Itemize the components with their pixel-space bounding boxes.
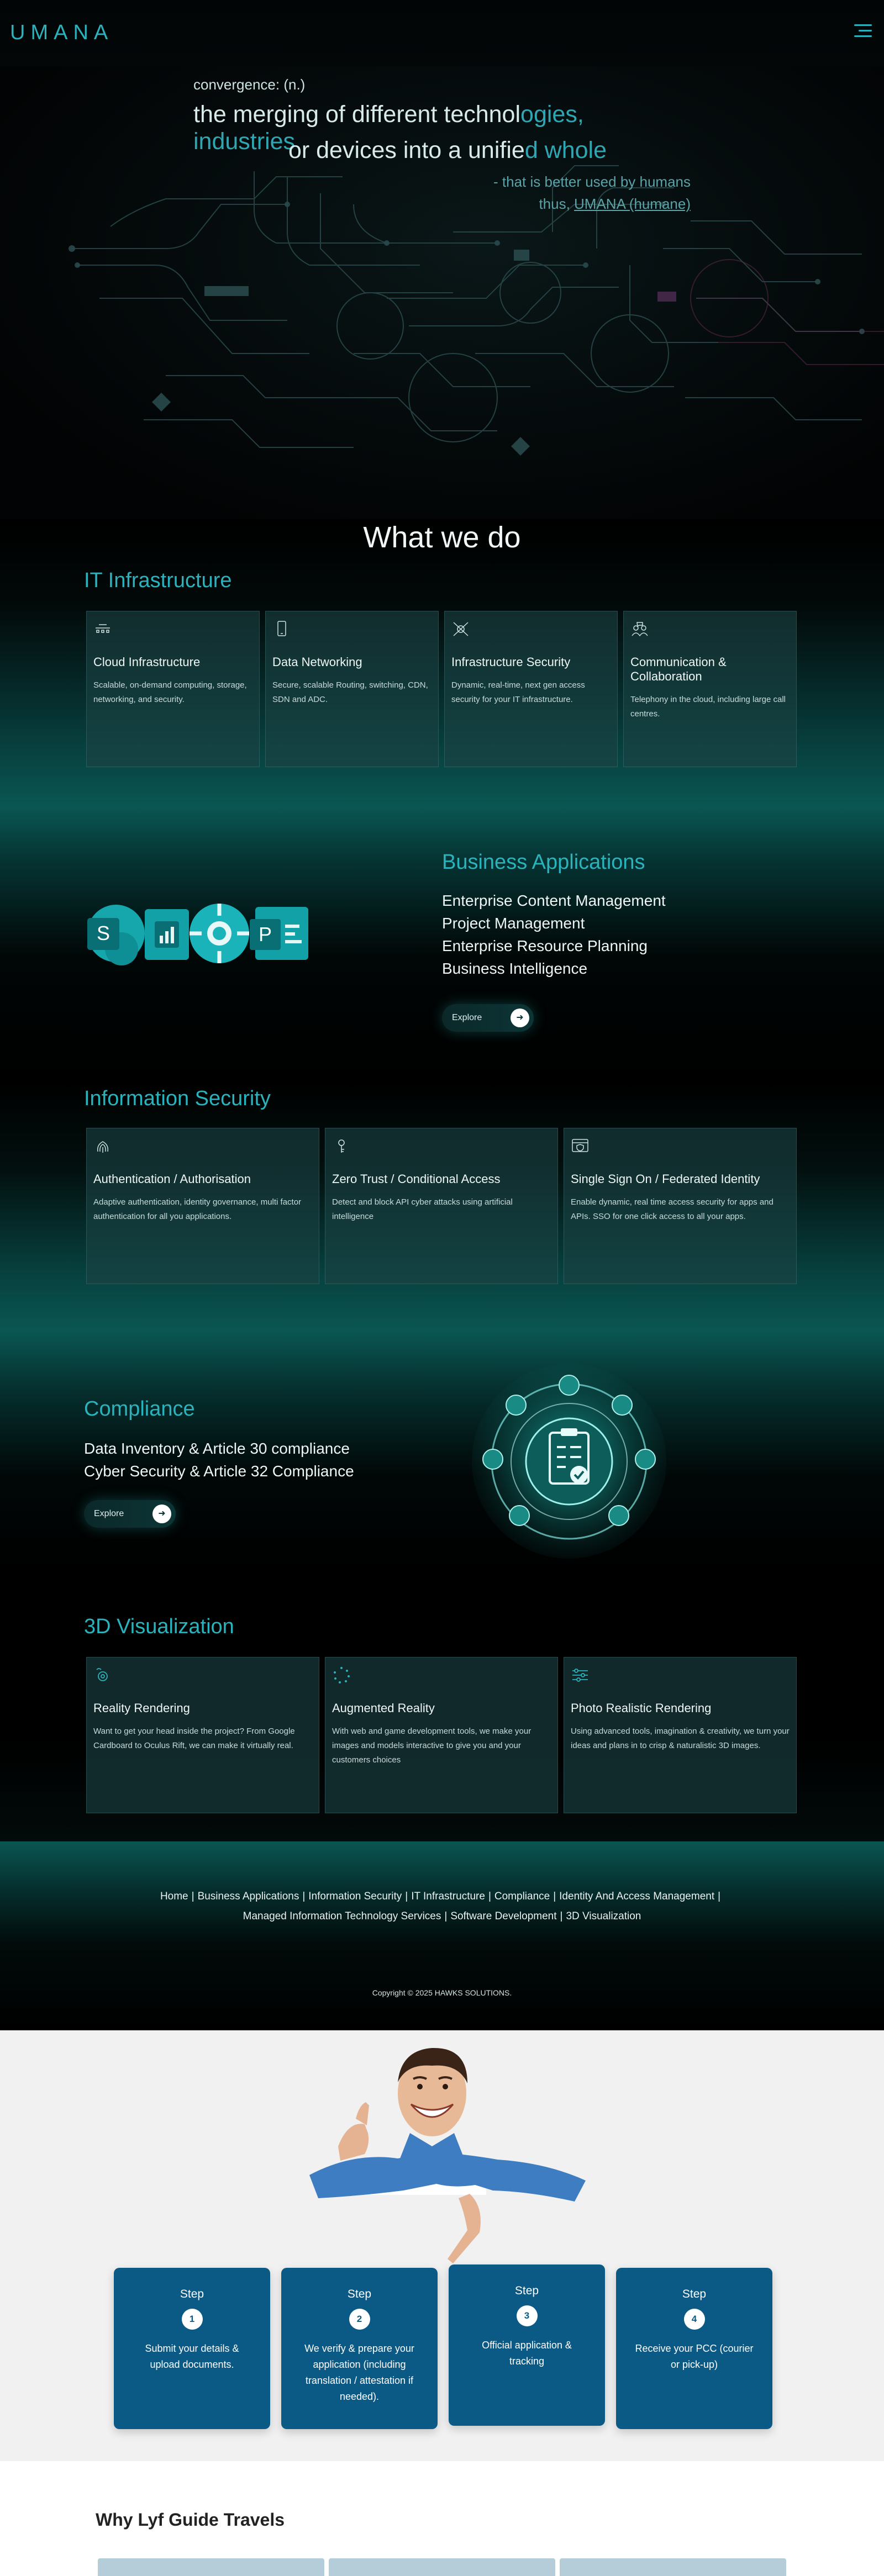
top-navbar [0,0,884,66]
mobile-device-icon [272,620,291,638]
lock-key-icon [332,1137,351,1155]
step-card-2[interactable] [281,2268,438,2429]
hero-line-2-main: or devices into a unifie [288,137,525,163]
hero-line-1-main: the merging of different technol [193,101,521,128]
card-title: Augmented Reality [332,1701,435,1715]
business-applications-title: Business Applications [442,851,645,874]
compliance-list [84,1437,354,1482]
why-tile[interactable] [329,2558,555,2576]
dynamics-icon [190,904,249,963]
card-single-sign-on[interactable] [564,1128,797,1284]
compliance-section [0,1331,884,1574]
compliance-explore-button[interactable] [84,1500,176,1528]
footer-nav [0,1887,884,1926]
footer-link-business-applications[interactable]: Business Applications [197,1891,299,1902]
footer-link-managed-it[interactable]: Managed Information Technology Services [243,1910,441,1922]
business-apps-explore-button[interactable] [442,1004,534,1032]
project-letter: P [258,923,272,946]
footer-nav-row-2: Managed Information Technology Services | Software Development | 3D Visualization [243,1910,641,1922]
step-description: Official application & tracking [482,2340,572,2367]
business-applications-section [0,806,884,1083]
shield-network-icon [451,620,470,638]
3d-visualization-cards [86,1657,797,1813]
step-number-badge: 1 [182,2309,203,2330]
footer-link-3d-visualization[interactable]: 3D Visualization [566,1910,641,1922]
explore-label: Explore [94,1509,124,1518]
information-security-cards [86,1128,797,1284]
card-title: Zero Trust / Conditional Access [332,1172,501,1186]
card-augmented-reality[interactable] [325,1657,558,1813]
hero-tagline-thus: thus, [539,196,575,212]
list-item: Project Management [442,915,585,932]
thumbs-up-man-photo [287,2036,597,2268]
footer-link-it-infrastructure[interactable]: IT Infrastructure [411,1891,485,1902]
hero-heading-line-2 [193,137,691,164]
card-text: Adaptive authentication, identity governance, multi factor authentication for all you applications. [93,1197,302,1221]
footer-link-compliance[interactable]: Compliance [494,1891,550,1902]
card-text: Scalable, on-demand computing, storage, networking, and security. [93,680,247,704]
users-chat-icon [630,620,649,638]
power-bi-icon [145,909,189,960]
step-description: Submit your details & upload documents. [145,2343,239,2370]
business-apps-logos [84,899,314,967]
step-label: Step [682,2288,707,2300]
card-communication-collaboration[interactable] [623,611,797,767]
steps-row [114,2268,772,2429]
hero-subtitle: convergence: (n.) [193,76,306,93]
why-tile[interactable] [560,2558,786,2576]
card-title: Data Networking [272,655,362,669]
card-photo-realistic-rendering[interactable] [564,1657,797,1813]
list-item: Business Intelligence [442,960,588,977]
why-tiles-row [98,2558,786,2576]
copyright-text: Copyright © 2025 HAWKS SOLUTIONS. [372,1988,512,1997]
card-title: Single Sign On / Federated Identity [571,1172,760,1186]
step-label: Step [514,2284,539,2297]
footer-link-identity-access[interactable]: Identity And Access Management [559,1891,715,1902]
what-we-do-heading: What we do [363,521,521,554]
list-item: Enterprise Content Management [442,892,666,909]
fingerprint-icon [93,1137,112,1155]
it-infrastructure-cards [86,611,797,767]
project-icon [250,907,308,960]
list-item: Enterprise Resource Planning [442,937,648,954]
card-text: Want to get your head inside the project? From Google Cardboard to Oculus Rift, we can make it virtually real. [93,1727,295,1750]
it-infrastructure-section [0,519,884,806]
sliders-icon [571,1666,590,1684]
why-lyf-guide-heading: Why Lyf Guide Travels [96,2510,285,2530]
3d-visualization-title: 3D Visualization [84,1615,234,1638]
explore-label: Explore [452,1013,482,1022]
card-text: Detect and block API cyber attacks using artificial intelligence [332,1197,513,1221]
hero-line-1-accent: ogies, industries [193,101,584,155]
arrow-right-icon: ➜ [511,1009,529,1027]
card-data-networking[interactable] [265,611,439,767]
browser-shield-icon [571,1137,590,1155]
steps-section [0,2030,884,2461]
card-text: Enable dynamic, real time access security for apps and APIs. SSO for one click access to all your apps. [571,1197,774,1221]
umana-humane-link[interactable]: UMANA (humane) [574,196,691,212]
hero-line-2-accent: d whole [524,137,607,163]
list-item: Data Inventory & Article 30 compliance [84,1440,350,1457]
list-item: Cyber Security & Article 32 Compliance [84,1463,354,1480]
step-description: We verify & prepare your application (including translation / attestation if needed). [304,2343,414,2402]
step-label: Step [180,2288,204,2300]
step-card-4[interactable] [616,2268,772,2429]
why-lyf-guide-section [0,2461,884,2576]
step-number-badge: 4 [684,2309,705,2330]
card-text: Using advanced tools, imagination & creativity, we turn your ideas and plans in to crisp & naturalistic 3D images. [571,1727,790,1750]
compliance-title: Compliance [84,1397,195,1421]
card-title: Infrastructure Security [451,655,571,669]
hero-section [0,66,884,519]
footer-nav-row-1: Home | Business Applications | Information Security | IT Infrastructure | Compliance | Identity And Access Management | [160,1891,721,1902]
footer-link-software-development[interactable]: Software Development [450,1910,557,1922]
card-cloud-infrastructure[interactable] [86,611,260,767]
step-number-badge: 3 [517,2305,538,2326]
cloud-server-icon [93,620,112,638]
footer-link-information-security[interactable]: Information Security [308,1891,402,1902]
arrow-right-icon: ➜ [152,1505,171,1523]
umana-logo[interactable]: UMANA [10,21,114,44]
information-security-section [0,1083,884,1331]
card-title: Reality Rendering [93,1701,190,1715]
card-title: Photo Realistic Rendering [571,1701,712,1715]
card-title: Cloud Infrastructure [93,655,201,669]
compliance-illustration [453,1364,685,1563]
card-text: Secure, scalable Routing, switching, CDN, SDN and ADC. [272,680,428,704]
footer-link-home[interactable]: Home [160,1891,188,1902]
why-tile[interactable] [98,2558,324,2576]
hero-tagline-1: - that is better used by humans [493,173,691,190]
hamburger-menu-icon[interactable] [854,24,872,39]
card-zero-trust[interactable] [325,1128,558,1284]
card-title: Communication & Collaboration [630,655,727,683]
sharepoint-letter: S [96,922,110,944]
card-authentication-authorisation[interactable] [86,1128,319,1284]
it-infrastructure-title: IT Infrastructure [84,569,232,592]
step-card-3[interactable] [449,2264,605,2426]
business-applications-list [442,889,666,980]
card-title: Authentication / Authorisation [93,1172,251,1186]
step-description: Receive your PCC (courier or pick-up) [635,2343,754,2370]
card-text: Telephony in the cloud, including large call centres. [630,695,786,719]
site-footer [0,1841,884,2030]
vr-target-icon [93,1666,112,1684]
card-infrastructure-security[interactable] [444,611,618,767]
card-text: With web and game development tools, we make your images and models interactive to give you and your customers choices [332,1727,532,1765]
3d-visualization-section [0,1574,884,1841]
sharepoint-icon [87,905,145,965]
card-reality-rendering[interactable] [86,1657,319,1813]
information-security-title: Information Security [84,1087,271,1110]
step-card-1[interactable] [114,2268,270,2429]
step-label: Step [347,2288,372,2300]
ar-dots-icon [332,1666,351,1684]
step-number-badge: 2 [349,2309,370,2330]
hero-tagline-2 [193,196,691,213]
card-text: Dynamic, real-time, next gen access security for your IT infrastructure. [451,680,585,704]
